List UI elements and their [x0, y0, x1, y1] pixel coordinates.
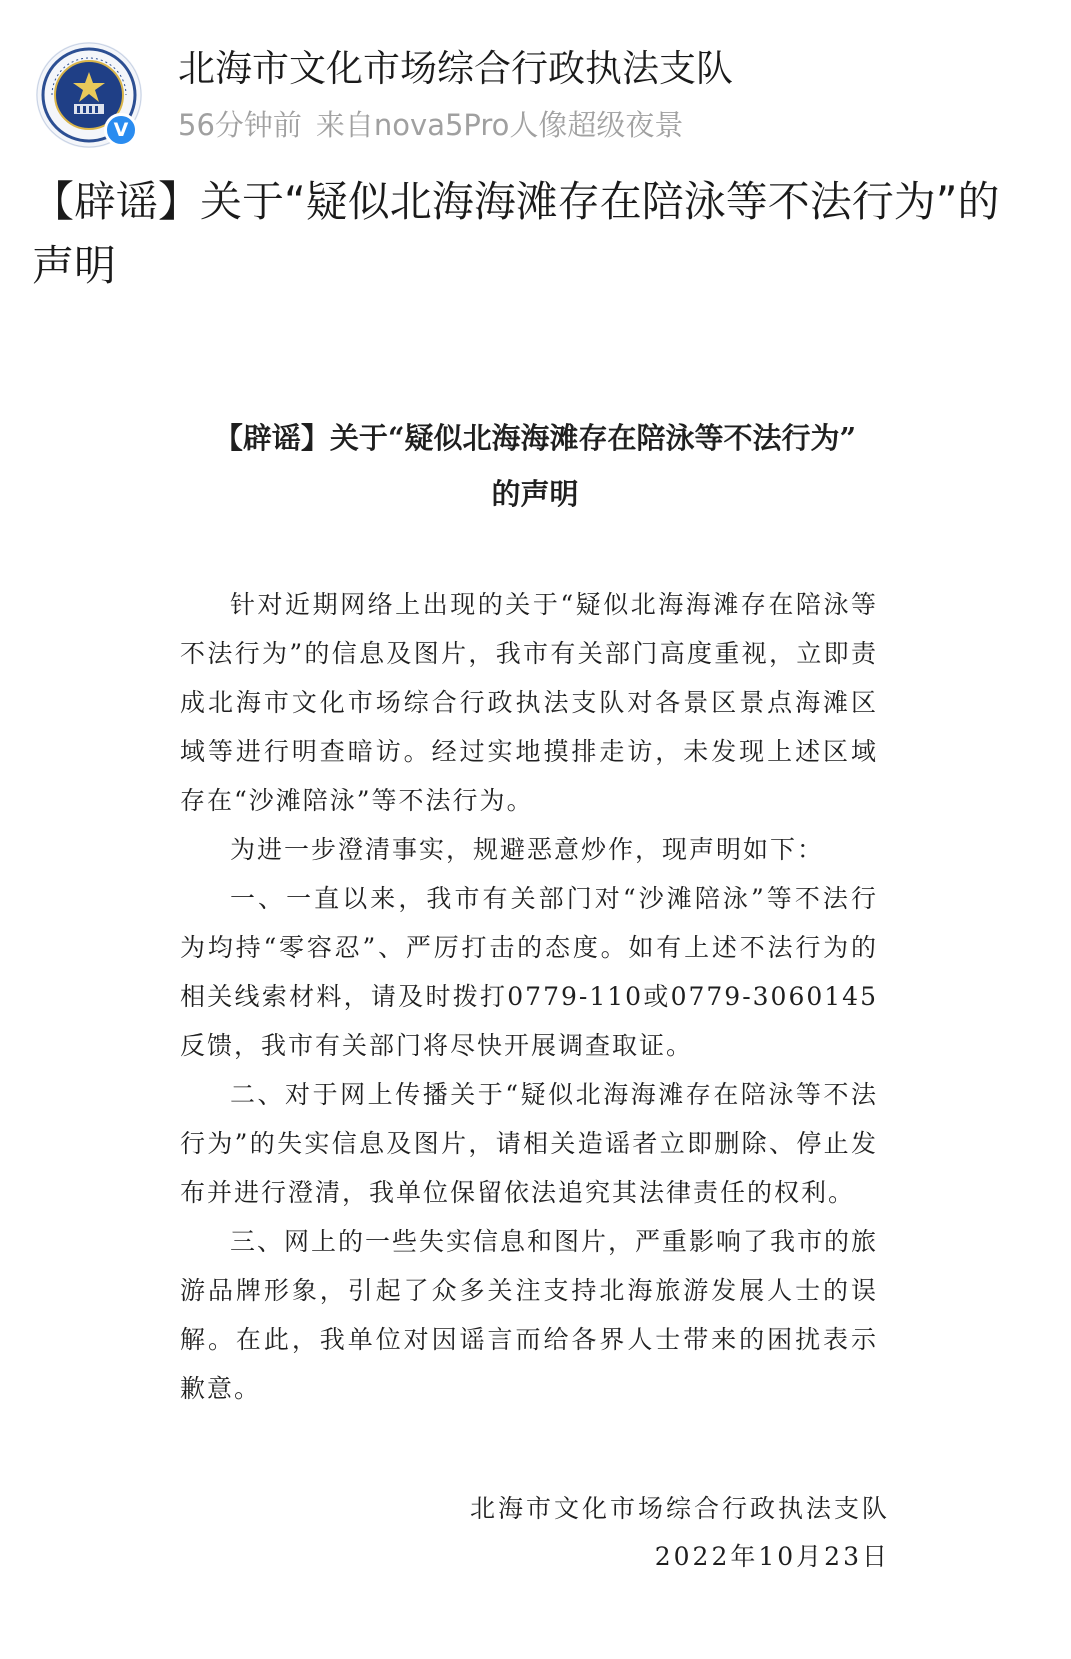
document-signature [470, 1485, 890, 1581]
document-paragraph: 三、网上的一些失实信息和图片，严重影响了我市的旅游品牌形象，引起了众多关注支持北海旅游发展人士的误解。在此，我单位对因谣言而给各界人士带来的困扰表示歉意。 [180, 1227, 879, 1403]
signature-date: 2022年10月23日 [654, 1542, 890, 1571]
post-title: 【辟谣】关于“疑似北海海滩存在陪泳等不法行为”的声明 [32, 177, 1000, 290]
post-source: 来自nova5Pro人像超级夜景 [315, 108, 684, 142]
post-meta [178, 105, 697, 145]
document-paragraph: 为进一步澄清事实，规避恶意炒作，现声明如下： [230, 835, 825, 864]
document-paragraph: 针对近期网络上出现的关于“疑似北海海滩存在陪泳等不法行为”的信息及图片，我市有关部门高度重视，立即责成北海市文化市场综合行政执法支队对各景区景点海滩区域等进行明查暗访。经过实地摸排走访，未发现上述区域存在“沙滩陪泳”等不法行为。 [180, 590, 878, 815]
author-name[interactable]: 北海市文化市场综合行政执法支队 [178, 47, 733, 90]
signature-org: 北海市文化市场综合行政执法支队 [469, 1494, 890, 1523]
verified-icon: V [104, 113, 138, 147]
document-title [150, 410, 920, 522]
document-title-line-2: 的声明 [491, 477, 579, 511]
document-paragraph: 二、对于网上传播关于“疑似北海海滩存在陪泳等不法行为”的失实信息及图片，请相关造谣者立即删除、停止发布并进行澄清，我单位保留依法追究其法律责任的权利。 [180, 1080, 878, 1207]
document-paragraph: 一、一直以来，我市有关部门对“沙滩陪泳”等不法行为均持“零容忍”、严厉打击的态度。如有上述不法行为的相关线索材料，请及时拨打0779-110或0779-3060145反馈，我市有关部门将尽快开展调查取证。 [180, 884, 878, 1060]
document-title-line-1: 【辟谣】关于“疑似北海海滩存在陪泳等不法行为” [213, 421, 857, 455]
post-header [0, 0, 1071, 160]
statement-document [150, 410, 920, 1571]
document-body [150, 580, 920, 1413]
post-time: 56分钟前 [178, 108, 302, 142]
